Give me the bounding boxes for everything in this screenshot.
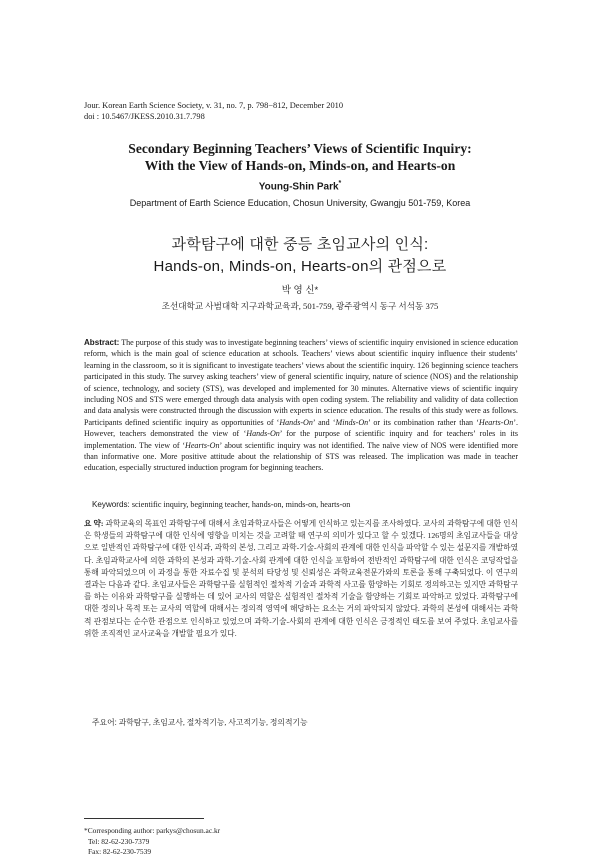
footnote: [84, 826, 220, 858]
english-title: [60, 140, 540, 174]
journal-doi: doi : 10.5467/JKESS.2010.31.7.798: [84, 112, 205, 121]
keywords-text: scientific inquiry, beginning teacher, hands-on, minds-on, hearts-on: [129, 500, 351, 509]
abstract-text-1: The purpose of this study was to investigate beginning teachers’ views of scientific inquiry envisioned in science education reform, which is the main goal of science education at schools. Teachers’ views about scientific inquiry influence their students’ learning in the classroom, so it is significant to investigate teachers’ views about the scientific inquiry. 126 beginning science teachers participated in this study. The survey asking teachers’ view of general scientific inquiry, nature of science (NOS) and the relationship of science, technology, and society (STS), was developed and implemented for 30 minutes. Alternative views of scientific inquiry including NOS and STS were emerged through data analysis with open coding system. The reliability and validity of data collection and data analysis were constructed through the discussion with experts in science education. The results of this study were as follows. Participants defined scientific inquiry as opportunities of ‘: [84, 338, 518, 427]
abstract-text-6: ’ about scientific inquiry was not identified. The naïve view of NOS were identified more than informative one. More positive attitude about the relationship of STS was released. The implication was made in teacher education, especially structured induction program for beginning teachers.: [84, 440, 518, 473]
abstract-term-2: Minds-On: [335, 417, 369, 427]
english-abstract: [84, 337, 518, 474]
abstract-term-1: Hands-On: [279, 417, 313, 427]
abstract-text-5: ’ for the purpose of scientific inquiry and for teachers’ roles in its implementation. The view of ‘: [84, 429, 518, 450]
author-tel: Tel: 82-62-230-7379: [88, 836, 150, 846]
english-keywords: [92, 500, 518, 509]
abstract-text-3: ’ or its combination rather than ‘: [368, 417, 479, 427]
keywords-label: Keywords:: [92, 500, 130, 509]
korean-title: [60, 234, 540, 278]
english-author-name: Young-Shin Park: [258, 181, 339, 193]
abstract-text-2: ’ and ‘: [312, 417, 336, 427]
abstract-term-3: Hearts-On: [478, 417, 514, 427]
korean-title-line1: 과학탐구에 대한 중등 초임교사의 인식:: [171, 236, 429, 253]
korean-abstract-text: 과학교육의 목표인 과학탐구에 대해서 초임과학교사들은 어떻게 인식하고 있는지를 조사하였다. 교사의 과학탐구에 대한 인식은 학생들의 과학탐구에 대한 인식에 영향을 미치는 것을 고려할 때 연구의 의미가 있다고 할 수 있겠다. 126명의 초임교사들을 대상으로 일반적인 과학탐구에 대한 인식과, 과학의 본성, 그리고 과학-기술-사회의 관계에 대한 인식을 파악할 수 있는 설문지를 개발하였다. 초임과학교사에 의한 과학의 본성과 과학-기술-사회 관계에 대한 인식을 포함하여 전반적인 과학탐구에 대한 인식은 코딩작업을 통해 파악되었으며 이 과정을 통한 자료수집 및 분석의 타당성 및 신뢰성은 과학교육전문가와의 토론을 통해 구축되었다. 이 연구의 결과는 다음과 같다. 초임교사들은 과학탐구를 실험적인 절차적 기술과 과학적 사고를 함양하는 기회로 정의하고는 있지만 과학탐구를 하는 이유와 과학탐구를 실행하는 데 있어 교사의 역할은 실험적인 절차적 기술을 함양하는 기회로 파악하고 있었다. 과학탐구에 대한 정의나 목적 또는 교사의 역할에 대해서는 정의적 영역에 해당하는 요소는 거의 파악되지 않았다. 과학의 본성에 대해서는 과학적 관점보다는 순수한 관점으로 인식하고 있었으며 과학-기술-사회의 관계에 대한 인식은 긍정적인 태도를 보여 주었다. 초임교사를 위한 조직적인 교사교육을 개발할 필요가 있다.: [84, 519, 518, 638]
abstract-label: Abstract:: [84, 338, 120, 347]
english-affiliation: Department of Earth Science Education, Chosun University, Gwangju 501-759, Korea: [129, 198, 471, 208]
korean-abstract-label: 요 약:: [84, 519, 104, 528]
corresponding-author: *Corresponding author: parkys@chosun.ac.kr: [84, 826, 221, 835]
footnote-divider: [84, 818, 204, 819]
abstract-term-5: Hearts-On: [185, 440, 220, 450]
journal-citation: Jour. Korean Earth Science Society, v. 31, no. 7, p. 798−812, December 2010: [84, 101, 344, 110]
korean-title-line2: Hands-on, Minds-on, Hearts-on의 관점으로: [153, 258, 447, 275]
english-author: [60, 180, 540, 192]
korean-author: 박 영 신*: [281, 285, 319, 296]
abstract-text-4: ’. However, teachers demonstrated the view of ‘: [84, 417, 519, 439]
korean-keywords-label: 주요어:: [92, 718, 117, 727]
korean-keywords: [92, 717, 518, 728]
korean-affiliation: 조선대학교 사범대학 지구과학교육과, 501-759, 광주광역시 동구 서석동 375: [161, 301, 439, 311]
abstract-term-4: Hands-On: [246, 429, 280, 439]
english-title-line1: Secondary Beginning Teachers’ Views of Scientific Inquiry:: [128, 141, 472, 156]
korean-abstract: [84, 518, 518, 640]
corresponding-mark: *: [338, 180, 342, 187]
korean-keywords-text: 과학탐구, 초임교사, 절차적기능, 사고적기능, 정의적기능: [116, 718, 308, 727]
english-title-line2: With the View of Hands-on, Minds-on, and Hearts-on: [144, 158, 456, 173]
author-fax: Fax: 82-62-230-7539: [88, 847, 152, 857]
journal-header: [84, 100, 343, 122]
